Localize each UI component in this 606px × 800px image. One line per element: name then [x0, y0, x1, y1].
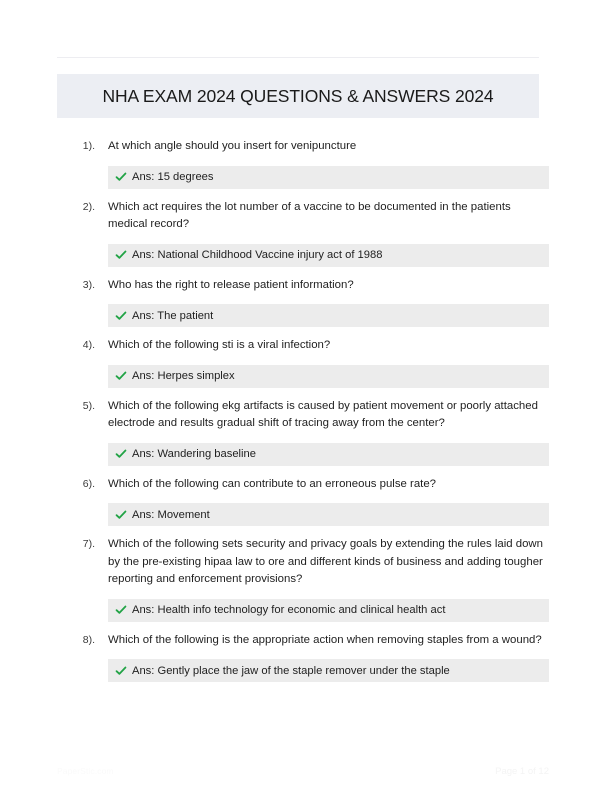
question-row [66, 199, 549, 234]
answer-text: Ans: 15 degrees [132, 171, 214, 183]
question-text: Which of the following ekg artifacts is caused by patient movement or poorly attached electrode and results gradual shift of tracing away from the center? [108, 399, 538, 429]
question-text: At which angle should you insert for venipuncture [108, 140, 357, 152]
qa-item [0, 337, 606, 388]
answer-text: Ans: Wandering baseline [132, 448, 256, 460]
question-row [66, 337, 549, 355]
qa-item [0, 398, 606, 466]
question-number: 3). [82, 278, 95, 291]
answer-bar [108, 599, 549, 622]
page-number-label: Page 1 of 12 [495, 766, 549, 777]
document-title-bar [57, 74, 539, 118]
qa-item [0, 138, 606, 189]
answer-text: Ans: Herpes simplex [132, 370, 235, 382]
question-text: Which of the following is the appropriate action when removing staples from a wound? [108, 633, 542, 646]
answer-bar [108, 166, 549, 189]
qa-item [0, 536, 606, 622]
answer-bar [108, 244, 549, 267]
question-text: Who has the right to release patient information? [108, 278, 354, 291]
answer-text: Ans: Health info technology for economic and clinical health act [132, 604, 446, 616]
question-row [66, 476, 549, 494]
question-number: 2). [82, 200, 95, 213]
question-number: 6). [82, 477, 95, 490]
page-title: NHA EXAM 2024 QUESTIONS & ANSWERS 2024 [102, 85, 494, 106]
top-divider [57, 57, 539, 58]
green-check-icon [115, 249, 127, 261]
green-check-icon [115, 665, 127, 677]
question-row [66, 398, 549, 433]
question-number: 7). [82, 538, 95, 550]
green-check-icon [115, 171, 127, 183]
question-row [66, 536, 549, 589]
question-text: Which of the following sets security and privacy goals by extending the rules laid down by the pre-existing hipaa law to ore and different kinds of business and adding tougher reporting and enforcement provisions? [108, 538, 543, 585]
question-text: Which act requires the lot number of a vaccine to be documented in the patients medical record? [108, 200, 511, 230]
question-row [66, 632, 549, 650]
qa-item [0, 199, 606, 267]
question-number: 1). [82, 140, 95, 152]
answer-bar [108, 443, 549, 466]
question-number: 8). [82, 633, 95, 646]
answer-bar [108, 304, 549, 327]
qa-item [0, 277, 606, 328]
qa-item [0, 476, 606, 527]
answer-bar [108, 365, 549, 388]
question-row [66, 138, 549, 156]
answer-bar [108, 659, 549, 682]
green-check-icon [115, 310, 127, 322]
qa-item [0, 632, 606, 683]
green-check-icon [115, 370, 127, 382]
answer-text: Ans: Movement [132, 508, 210, 521]
question-answer-list [0, 138, 606, 692]
question-text: Which of the following can contribute to an erroneous pulse rate? [108, 477, 436, 490]
green-check-icon [115, 448, 127, 460]
page-footer [0, 766, 606, 782]
question-number: 4). [82, 339, 95, 351]
answer-text: Ans: The patient [132, 309, 214, 322]
question-text: Which of the following sti is a viral infection? [108, 339, 331, 351]
answer-bar [108, 503, 549, 526]
answer-text: Ans: Gently place the jaw of the staple remover under the staple [132, 664, 450, 677]
green-check-icon [115, 604, 127, 616]
question-row [66, 277, 549, 295]
green-check-icon [115, 509, 127, 521]
question-number: 5). [82, 399, 95, 412]
footer-watermark: PaperStic.com [57, 766, 114, 776]
answer-text: Ans: National Childhood Vaccine injury act of 1988 [132, 249, 383, 261]
